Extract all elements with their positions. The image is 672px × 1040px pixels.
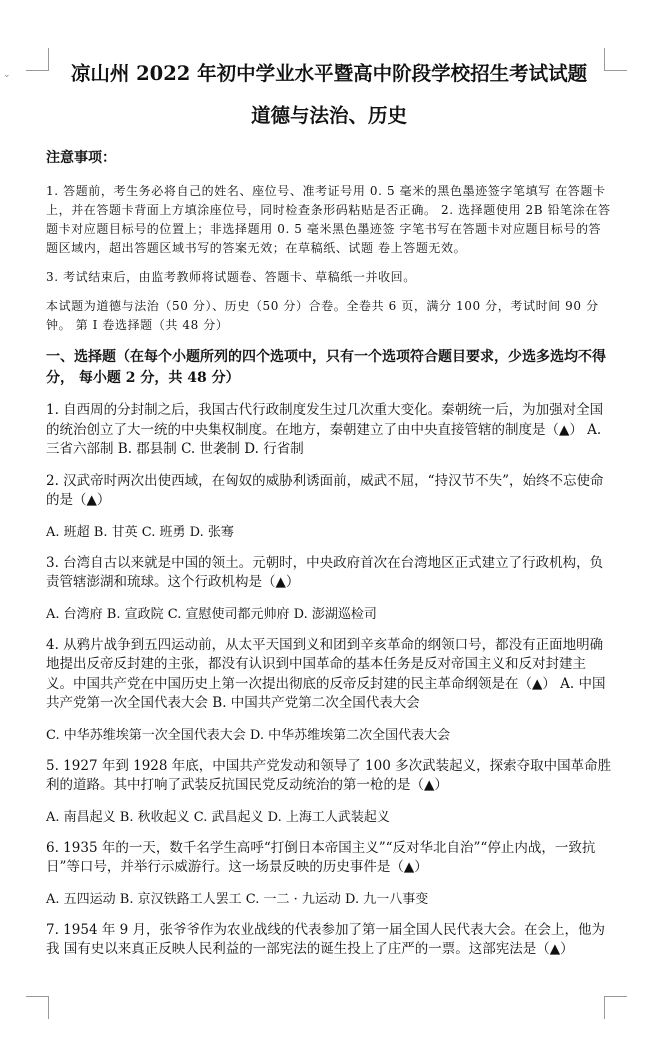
question-2: 2. 汉武帝时两次出使西域，在匈奴的威胁利诱面前，威武不屈，“持汉节不失”，始终不忘使命的是（▲） [46, 472, 604, 508]
question-5-options: A. 南昌起义 B. 秋收起义 C. 武昌起义 D. 上海工人武装起义 [46, 809, 390, 825]
crop-mark-bottom-right [604, 996, 627, 1019]
margin-arrow-icon: ⌄ [3, 70, 11, 80]
question-2-options: A. 班超 B. 甘英 C. 班勇 D. 张骞 [46, 524, 234, 540]
notice-item-1: 1. 答题前，考生务必将自己的姓名、座位号、准考证号用 0. 5 毫米的黑色墨迹签字笔填写 在答题卡上，并在答题卡背面上方填涂座位号，同时检查条形码粘贴是否正确。 2. 选择题使用 2B 铅笔涂在答题卡对应题目标号的位置上；非选择题用 0. 5 毫米黑色墨迹签 字笔书写在答题卡对应题目标号的答题区域内，超出答题区域书写的答案无效；在草稿纸、试题 卷上答题无效。 [46, 184, 611, 255]
notice-item-3: 3. 考试结束后，由监考教师将试题卷、答题卡、草稿纸一并收回。 [46, 270, 416, 284]
question-7: 7. 1954 年 9 月，张爷爷作为农业战线的代表参加了第一届全国人民代表大会。在会上，他为我 国有史以来真正反映人民利益的一部宪法的诞生投上了庄严的一票。这部宪法是（▲） [46, 921, 605, 957]
exam-page [46, 60, 612, 960]
question-6-options: A. 五四运动 B. 京汉铁路工人罢工 C. 一二 · 九运动 D. 九一八事变 [46, 891, 429, 907]
question-6: 6. 1935 年的一天，数千名学生高呼“打倒日本帝国主义”“反对华北自治”“停止内战，一致抗日”等口号，并举行示威游行。这一场景反映的历史事件是（▲） [46, 839, 596, 875]
exam-intro: 本试题为道德与法治（50 分）、历史（50 分）合卷。全卷共 6 页，满分 100 分，考试时间 90 分钟。 第 I 卷选择题（共 48 分） [46, 299, 599, 332]
question-3: 3. 台湾自古以来就是中国的领土。元朝时，中央政府首次在台湾地区正式建立了行政机构，负 责管辖澎湖和琉球。这个行政机构是（▲） [46, 554, 604, 590]
question-5: 5. 1927 年到 1928 年底，中国共产党发动和领导了 100 多次武装起义，探索夺取中国革命胜利的道路。其中打响了武装反抗国民党反动统治的第一枪的是（▲） [46, 757, 612, 793]
crop-mark-bottom-left [26, 996, 49, 1019]
section-heading: 一、选择题（在每个小题所列的四个选项中，只有一个选项符合题目要求，少选多选均不得分， 每小题 2 分，共 48 分） [46, 349, 606, 386]
question-1: 1. 自西周的分封制之后，我国古代行政制度发生过几次重大变化。秦朝统一后，为加强对全国的统治创立了大一统的中央集权制度。在地方，秦朝建立了由中央直接管辖的制度是（▲） A. 三省六部制 B. 郡县制 C. 世袭制 D. 行省制 [46, 402, 604, 457]
exam-subtitle: 道德与法治、历史 [250, 104, 407, 127]
exam-title: 凉山州 2022 年初中学业水平暨高中阶段学校招生考试试题 [70, 62, 588, 85]
question-3-options: A. 台湾府 B. 宣政院 C. 宣慰使司都元帅府 D. 澎湖巡检司 [46, 606, 377, 622]
notice-heading: 注意事项： [46, 150, 116, 166]
question-4: 4. 从鸦片战争到五四运动前，从太平天国到义和团到辛亥革命的纲领口号，都没有正面地明确地提出反帝反封建的主张，都没有认识到中国革命的基本任务是反对帝国主义和反对封建主义。中国共产党在中国历史上第一次提出彻底的反帝反封建的民主革命纲领是在（▲） A. 中国共产党第一次全国代表大会 B. 中国共产党第二次全国代表大会 [46, 636, 606, 711]
question-4-options: C. 中华苏维埃第一次全国代表大会 D. 中华苏维埃第二次全国代表大会 [46, 727, 451, 743]
